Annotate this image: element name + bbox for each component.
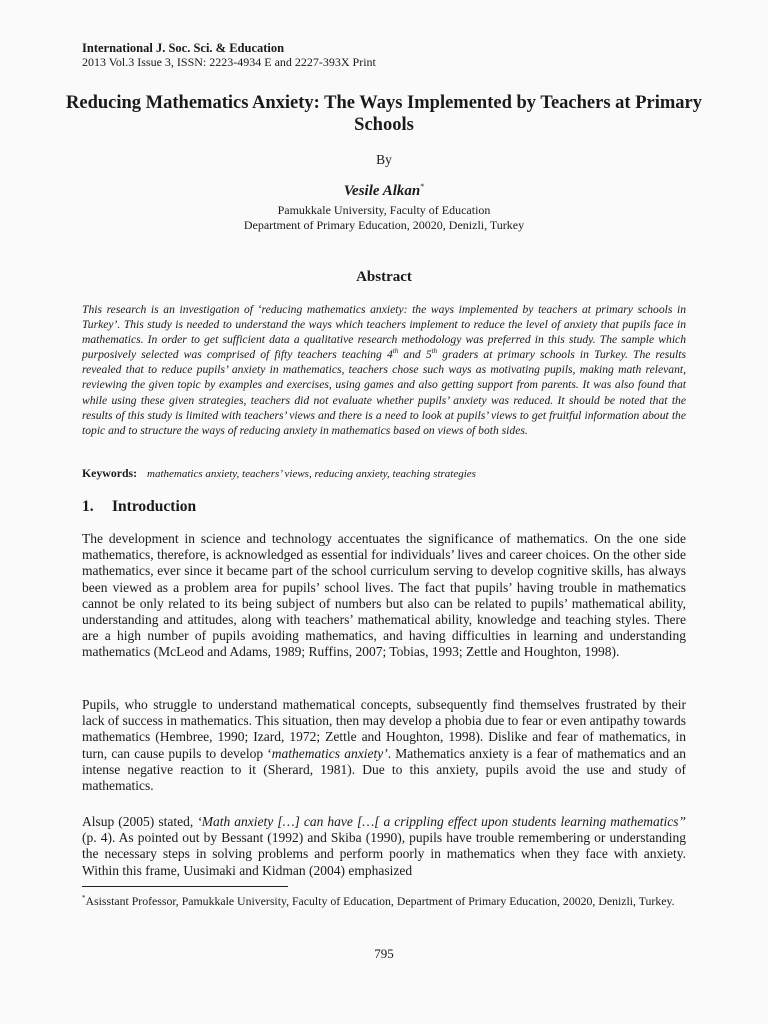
abstract-heading: Abstract xyxy=(356,269,412,285)
author-affiliation-1: Pamukkale University, Faculty of Education xyxy=(277,203,491,217)
footnote xyxy=(82,893,686,909)
paper-title: Reducing Mathematics Anxiety: The Ways Implemented by Teachers at Primary Schools xyxy=(66,93,702,135)
author-name-text: Vesile Alkan xyxy=(343,183,421,199)
section-number: 1. xyxy=(82,498,94,515)
keywords-label: Keywords: xyxy=(82,466,138,480)
paragraph-3-part-b: (p. 4). As pointed out by Bessant (1992) and Skiba (1990), pupils have trouble remembering or understanding the necessary steps in solving problems and perform poorly in mathematics when they face with anxiety. Within this frame, Uusimaki and Kidman (2004) emphasized xyxy=(82,830,686,878)
abstract-text-part-3: graders at primary schools in Turkey. The results revealed that to reduce pupils’ anxiety in mathematics, teachers chose such ways as motivating pupils, making math relevant, reviewing the given topic by examples and exercises, using games and also getting support from parents. It was also found that while using these given strategies, teachers did not evaluate whether pupils’ anxiety was reduced. It should be noted that the results of this study is limited with teachers’ views and there is a need to look at pupils’ views to get fruitful information about the topic and to structure the ways of reducing anxiety in mathematics based on views of both sides. xyxy=(82,348,687,437)
paragraph-3-italic-quote: ‘Math anxiety […] can have […[ a crippling effect upon students learning mathematics” xyxy=(197,814,686,829)
paragraph-2-italic: mathematics anxiety’ xyxy=(271,745,388,761)
abstract-text-part-2: and 5 xyxy=(398,348,432,362)
paragraph-3-part-a: Alsup (2005) stated, xyxy=(82,814,198,829)
author-footnote-mark: * xyxy=(420,182,425,191)
journal-issue-line: 2013 Vol.3 Issue 3, ISSN: 2223-4934 E and 2227-393X Print xyxy=(82,55,376,69)
abstract-superscript-2: th xyxy=(431,347,438,356)
byline: By xyxy=(376,152,392,167)
footnote-text: Asisstant Professor, Pamukkale University, Faculty of Education, Department of Primary Education, 20020, Denizli, Turkey. xyxy=(85,894,675,908)
author-affiliation-2: Department of Primary Education, 20020, Denizli, Turkey xyxy=(243,218,525,232)
abstract-superscript-1: th xyxy=(392,347,399,356)
footnote-divider xyxy=(82,886,288,887)
paragraph-1: The development in science and technology accentuates the significance of mathematics. On the one side mathematics, therefore, is acknowledged as essential for individuals’ lives and career choices. On the other side mathematics, ever since it became part of the school curriculum serving to develop cognitive skills, has always been viewed as a problem area for pupils’ school lives. The fact that pupils’ having trouble in mathematics cannot be only related to its being subject of numbers but also can be related to pupils’ mathematical ability, understanding and attitudes, along with teachers’ mathematical ability, knowledge and teaching styles. There are a high number of pupils avoiding mathematics, and having difficulties in learning and understanding mathematics (McLeod and Adams, 1989; Ruffins, 2007; Tobias, 1993; Zettle and Houghton, 1998). xyxy=(82,531,686,660)
section-title: Introduction xyxy=(112,498,197,515)
paragraph-3 xyxy=(82,814,686,879)
journal-name: International J. Soc. Sci. & Education xyxy=(82,41,285,55)
paragraph-2-part-b: . Mathematics anxiety is a fear of mathematics and an intense negative reaction to it (Sherard, 1981). Due to this anxiety, pupils avoid the use and study of mathematics. xyxy=(82,745,687,794)
section-heading xyxy=(82,498,196,516)
page-number: 795 xyxy=(374,946,394,961)
paragraph-2-part-a: Pupils, who struggle to understand mathematical concepts, subsequently find themselves frustrated by their lack of success in mathematics. This situation, then may develop a phobia due to fear or even antipathy towards mathematics (Hembree, 1990; Izard, 1972; Zettle and Houghton, 1998). Dislike and fear of mathematics, in turn, can cause pupils to develop ‘ xyxy=(82,697,686,761)
author-name xyxy=(0,182,768,200)
keywords xyxy=(82,466,686,481)
abstract-text xyxy=(82,302,686,438)
paragraph-2 xyxy=(82,697,686,794)
keywords-text: mathematics anxiety, teachers’ views, reducing anxiety, teaching strategies xyxy=(147,468,476,480)
abstract-text-part-1: This research is an investigation of ‘reducing mathematics anxiety: the ways implemented by teachers at primary schools in Turkey’. This study is needed to understand the ways which teachers implement to reduce the level of anxiety that pupils face in mathematics. In order to get sufficient data a qualitative research methodology was preferred in this study. The sample which purposively selected was comprised of fifty teachers teaching 4 xyxy=(82,303,686,362)
footnote-mark: * xyxy=(82,894,86,902)
